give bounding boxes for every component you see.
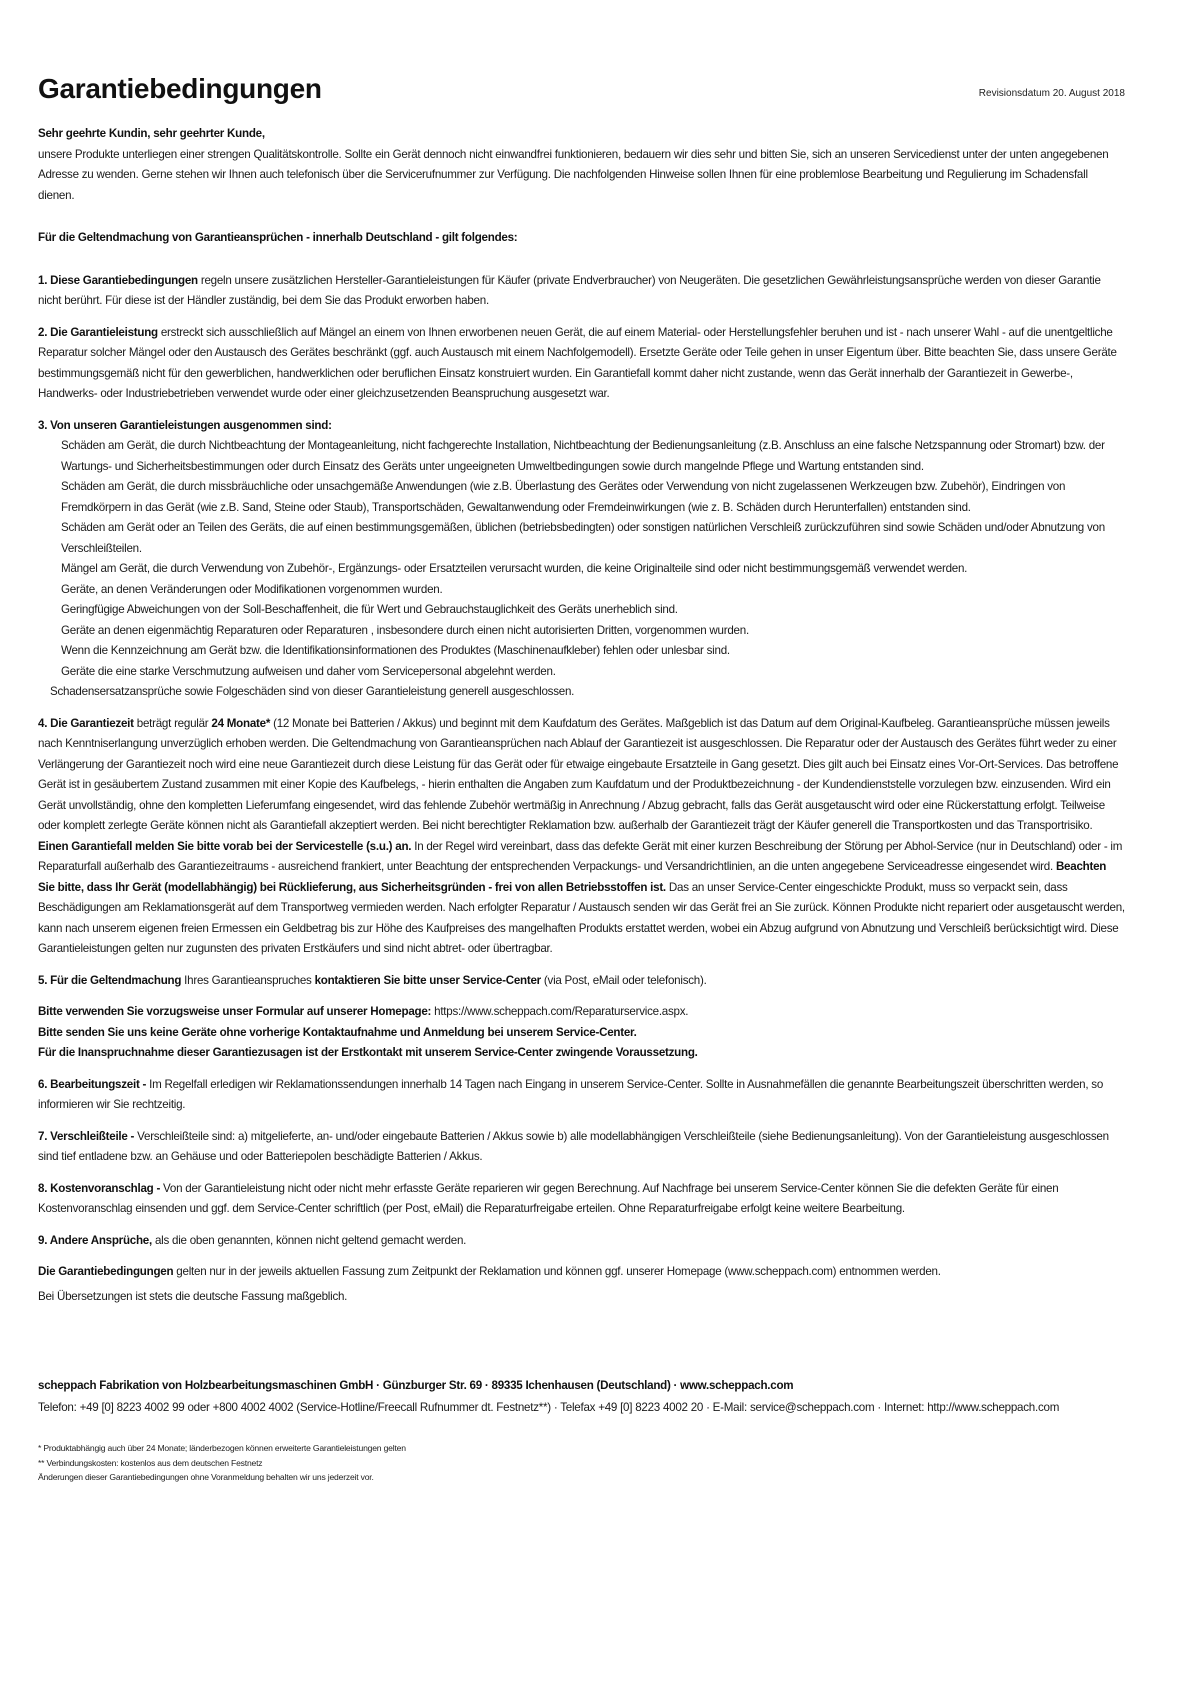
exclusions-closing: Schadensersatzansprüche sowie Folgeschäden sind von dieser Garantieleistung generell ausgeschlossen. (50, 685, 575, 698)
company-contact: Telefon: +49 [0] 8223 4002 99 oder +800 4002 4002 (Service-Hotline/Freecall Rufnummer dt. Festnetz**) · Telefax +49 [0] 8223 4002 20 · E-Mail: service@scheppach.com · Internet: http://www.scheppach.com (38, 1401, 1060, 1414)
list-item: Schäden am Gerät, die durch Nichtbeachtung der Montageanleitung, nicht fachgerechte Installation, Nichtbeachtung der Bedienungsanleitung (z.B. Anschluss an eine falsche Netzspannung oder Stromart) bzw. der Wartungs- und Sicherheitsbestimmungen oder durch Einsatz des Geräts unter ungeeigneten Umweltbedingungen sowie durch mangelnde Pflege und Wartung entstanden sind. (61, 439, 1105, 473)
footnotes (38, 1441, 1125, 1485)
company-block (38, 1375, 1125, 1419)
section-4: 4. Die Garantiezeit beträgt regulär 24 Monate* (12 Monate bei Batterien / Akkus) und beginnt mit dem Kaufdatum des Gerätes. Maßgeblich ist das Datum auf dem Original-Kaufbeleg. Garantieansprüche müssen jeweils nach Kenntniserlangung unverzüglich erhoben werden. Die Geltendmachung von Garantieansprüchen nach Ablauf der Garantiezeit ist ausgeschlossen. Die Reparatur oder der Austausch des Gerätes führt weder zu einer Verlängerung der Garantiezeit noch wird eine neue Garantiezeit durch diese Leistung für das Gerät oder für etwaige eingebaute Ersatzteile in Gang gesetzt. Dies gilt auch bei Einsatz eines Vor-Ort-Services. Das betroffene Gerät ist in gesäubertem Zustand zusammen mit einer Kopie des Kaufbelegs, - hierin enthalten die Angaben zum Kaufdatum und der Produktbezeichnung - der Kundendienststelle vorzulegen bzw. einzusenden. Wird ein Gerät unvollständig, ohne den kompletten Lieferumfang eingesendet, wird das fehlende Zubehör wertmäßig in Anrechnung / Abzug gebracht, falls das Gerät ausgetauscht wird oder eine Rückerstattung erfolgt. Teilweise oder komplett zerlegte Geräte können nicht als Garantiefall akzeptiert werden. Bei nicht berechtigter Reklamation bzw. außerhalb der Garantiezeit trägt der Käufer generell die Transportkosten und das Transportrisiko. Einen Garantiefall melden Sie bitte vorab bei der Servicestelle (s.u.) an. In der Regel wird vereinbart, dass das defekte Gerät mit einer kurzen Beschreibung der Störung per Abhol-Service (nur in Deutschland) oder - im Reparaturfall außerhalb des Garantiezeitraums - ausreichend frankiert, unter Beachtung der entsprechenden Verpackungs- und Versandrichtlinien, an die unten angegebene Serviceadresse eingesendet wird. Beachten Sie bitte, dass Ihr Gerät (modellabhängig) bei Rücklieferung, aus Sicherheitsgründen - frei von allen Betriebsstoffen ist. Das an unser Service-Center eingeschickte Produkt, muss so verpackt sein, dass Beschädigungen am Reklamationsgerät auf dem Transportweg vermieden werden. Nach erfolgter Reparatur / Austausch senden wir das Gerät frei an Sie zurück. Können Produkte nicht repariert oder ausgetauscht werden, kann nach unserem eigenen freien Ermessen ein Geldbetrag bis zur Höhe des Kaufpreises des mangelhaften Produkts erstattet werden, wobei ein Abzug aufgrund von Abnutzung und Verschleiß berücksichtigt wird. Diese Garantieleistungen gelten nur zugunsten des privaten Erstkäufers und sind nicht abtret- oder übertragbar. (38, 716, 1125, 955)
no-devices-notice: Bitte senden Sie uns keine Geräte ohne vorherige Kontaktaufnahme und Anmeldung bei unserem Service-Center. (38, 1025, 637, 1039)
list-item: Geräte, an denen Veränderungen oder Modifikationen vorgenommen wurden. (61, 582, 443, 596)
section-6: 6. Bearbeitungszeit - Im Regelfall erledigen wir Reklamationssendungen innerhalb 14 Tagen nach Eingang in unserem Service-Center. Sollte in Ausnahmefällen die genannte Bearbeitungszeit überschritten werden, so informieren wir Sie rechtzeitig. (38, 1077, 1104, 1111)
section-1: 1. Diese Garantiebedingungen regeln unsere zusätzlichen Hersteller-Garantieleistungen für Käufer (private Endverbraucher) von Neugeräten. Die gesetzlichen Gewährleistungsansprüche werden von dieser Garantie nicht berührt. Für diese ist der Händler zuständig, bei dem Sie das Produkt erworben haben. (38, 273, 1101, 307)
page-header (38, 72, 1125, 112)
intro-paragraph: unsere Produkte unterliegen einer strengen Qualitätskontrolle. Sollte ein Gerät dennoch nicht einwandfrei funktionieren, bedauern wir dies sehr und bitten Sie, sich an unseren Servicedienst unter der unten angegebenen Adresse zu wenden. Gerne stehen wir Ihnen auch telefonisch über die Servicerufnummer zur Verfügung. Die nachfolgenden Hinweise sollen Ihnen für eine problemlose Bearbeitung und Regulierung im Schadensfall dienen. (38, 147, 1109, 202)
page-title: Garantiebedingungen (38, 73, 322, 104)
list-item: Geringfügige Abweichungen von der Soll-Beschaffenheit, die für Wert und Gebrauchstauglichkeit des Geräts unerheblich sind. (61, 603, 678, 616)
list-item: Schäden am Gerät, die durch missbräuchliche oder unsachgemäße Anwendungen (wie z.B. Überlastung des Gerätes oder Verwendung von nicht zugelassenen Werkzeugen bzw. Zubehör), Eindringen von Fremdkörpern in das Gerät (wie z.B. Sand, Steine oder Staub), Transportschäden, Gewaltanwendung oder Fremdeinwirkungen (wie z. B. Schäden durch Herunterfallen) entstanden sind. (61, 480, 1066, 514)
exclusions-list (38, 436, 1125, 703)
validity-note: Die Garantiebedingungen gelten nur in der jeweils aktuellen Fassung zum Zeitpunkt der Reklamation und können ggf. unserer Homepage (www.scheppach.com) entnommen werden. (38, 1265, 941, 1278)
section-9: 9. Andere Ansprüche, als die oben genannten, können nicht geltend gemacht werden. (38, 1233, 467, 1247)
section-3-heading: 3. Von unseren Garantieleistungen ausgenommen sind: (38, 418, 332, 432)
section-5: 5. Für die Geltendmachung Ihres Garantieanspruches kontaktieren Sie bitte unser Service-Center (via Post, eMail oder telefonisch). (38, 973, 707, 987)
section-7: 7. Verschleißteile - Verschleißteile sind: a) mitgelieferte, an- und/oder eingebaute Batterien / Akkus sowie b) alle modellabhängigen Verschleißteile (siehe Bedienungsanleitung). Von der Garantieleistung ausgeschlossen sind tief entladene bzw. an Gehäuse und oder Batteriepolen beschädigte Batterien / Akkus. (38, 1129, 1109, 1163)
translation-note: Bei Übersetzungen ist stets die deutsche Fassung maßgeblich. (38, 1289, 348, 1303)
document-body (38, 124, 1125, 1307)
form-notice: Bitte verwenden Sie vorzugsweise unser Formular auf unserer Homepage: https://www.scheppach.com/Reparaturservice.aspx. (38, 1005, 689, 1018)
list-item: Geräte die eine starke Verschmutzung aufweisen und daher vom Servicepersonal abgelehnt werden. (61, 664, 556, 678)
first-contact-notice: Für die Inanspruchnahme dieser Garantiezusagen ist der Erstkontakt mit unserem Service-Center zwingende Voraussetzung. (38, 1046, 698, 1059)
footnote: * Produktabhängig auch über 24 Monate; länderbezogen können erweiterte Garantieleistungen gelten (38, 1443, 406, 1453)
list-item: Schäden am Gerät oder an Teilen des Geräts, die auf einen bestimmungsgemäßen, üblichen (betriebsbedingten) oder sonstigen natürlichen Verschleiß zurückzuführen sind sowie Schäden und/oder Abnutzung von Verschleißteilen. (61, 521, 1105, 555)
scope-heading: Für die Geltendmachung von Garantieansprüchen - innerhalb Deutschland - gilt folgendes: (38, 231, 518, 244)
list-item: Geräte an denen eigenmächtig Reparaturen oder Reparaturen , insbesondere durch einen nicht autorisierten Dritten, vorgenommen wurden. (61, 623, 749, 637)
company-name: scheppach Fabrikation von Holzbearbeitungsmaschinen GmbH · Günzburger Str. 69 · 89335 Ichenhausen (Deutschland) · www.scheppach.com (38, 1379, 794, 1392)
footnote: Änderungen dieser Garantiebedingungen ohne Voranmeldung behalten wir uns jederzeit vor. (38, 1472, 374, 1482)
greeting: Sehr geehrte Kundin, sehr geehrter Kunde, (38, 127, 265, 140)
section-2: 2. Die Garantieleistung erstreckt sich ausschließlich auf Mängel an einem von Ihnen erworbenen neuen Gerät, die auf einem Material- oder Herstellungsfehler beruhen und ist - nach unserer Wahl - auf die unentgeltliche Reparatur solcher Mängel oder den Austausch des Gerätes beschränkt (ggf. auch Austausch mit einem Nachfolgemodell). Ersetzte Geräte oder Teile gehen in unser Eigentum über. Bitte beachten Sie, dass unsere Geräte bestimmungsgemäß nicht für den gewerblichen, handwerklichen oder beruflichen Einsatz konstruiert wurden. Ein Garantiefall kommt daher nicht zustande, wenn das Gerät innerhalb der Garantiezeit in Gewerbe-, Handwerks- oder Industriebetrieben verwendet wurde oder einer gleichzusetzenden Beanspruchung ausgesetzt war. (38, 325, 1117, 400)
section-8: 8. Kostenvoranschlag - Von der Garantieleistung nicht oder nicht mehr erfasste Geräte reparieren wir gegen Berechnung. Auf Nachfrage bei unserem Service-Center können Sie die defekten Geräte für einen Kostenvoranschlag einsenden und ggf. dem Service-Center schriftlich (per Post, eMail) die Reparaturfreigabe erteilen. Ohne Reparaturfreigabe erfolgt keine weitere Bearbeitung. (38, 1181, 1059, 1215)
list-item: Wenn die Kennzeichnung am Gerät bzw. die Identifikationsinformationen des Produktes (Maschinenaufkleber) fehlen oder unlesbar sind. (61, 644, 730, 657)
list-item: Mängel am Gerät, die durch Verwendung von Zubehör-, Ergänzungs- oder Ersatzteilen verursacht wurden, die keine Originalteile sind oder nicht bestimmungsgemäß verwendet werden. (61, 562, 968, 575)
repair-service-link[interactable]: https://www.scheppach.com/Reparaturservice.aspx. (431, 1005, 689, 1018)
footnote: ** Verbindungskosten: kostenlos aus dem deutschen Festnetz (38, 1457, 263, 1468)
revision-date: Revisionsdatum 20. August 2018 (978, 88, 1125, 99)
